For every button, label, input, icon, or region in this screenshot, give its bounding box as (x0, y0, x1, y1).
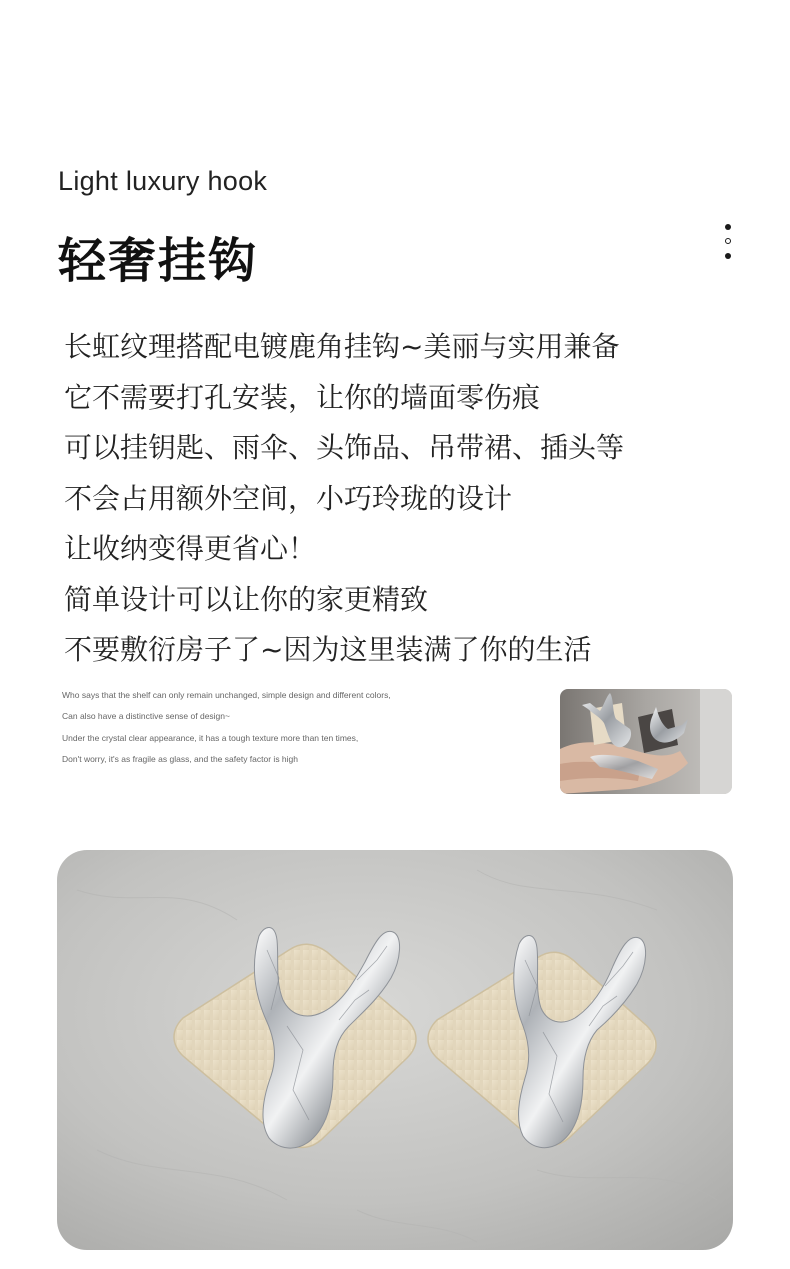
english-line: Who says that the shelf can only remain unchanged, simple design and different colors, (62, 690, 391, 700)
description-line: 不会占用额外空间，小巧玲珑的设计 (64, 481, 513, 515)
section-subtitle: Light luxury hook (58, 166, 268, 196)
description-line: 可以挂钥匙、雨伞、头饰品、吊带裙、插头等 (64, 431, 625, 464)
vertical-dots-icon[interactable] (722, 224, 734, 264)
description-line: 简单设计可以让你的家更精致 (64, 582, 429, 616)
description-line: 让收纳变得更省心！ (64, 532, 317, 565)
antler-hooks-image (57, 850, 733, 1250)
description-line: 长虹纹理搭配电镀鹿角挂钩~美丽与实用兼备 (64, 330, 620, 363)
thumbnail-photo (560, 689, 732, 794)
english-copy (62, 688, 532, 773)
description-text (64, 326, 744, 680)
hand-holding-hooks-image (560, 689, 732, 794)
description-line: 不要敷衍房子了~因为这里装满了你的生活 (64, 633, 592, 666)
section-title: 轻奢挂钩 (58, 233, 259, 289)
main-product-photo (57, 850, 733, 1250)
english-line: Under the crystal clear appearance, it has a tough texture more than ten times, (62, 732, 359, 743)
description-line: 它不需要打孔安装，让你的墙面零伤痕 (64, 380, 541, 414)
english-line: Can also have a distinctive sense of design~ (62, 711, 230, 722)
english-line: Don't worry, it's as fragile as glass, and the safety factor is high (62, 753, 298, 764)
